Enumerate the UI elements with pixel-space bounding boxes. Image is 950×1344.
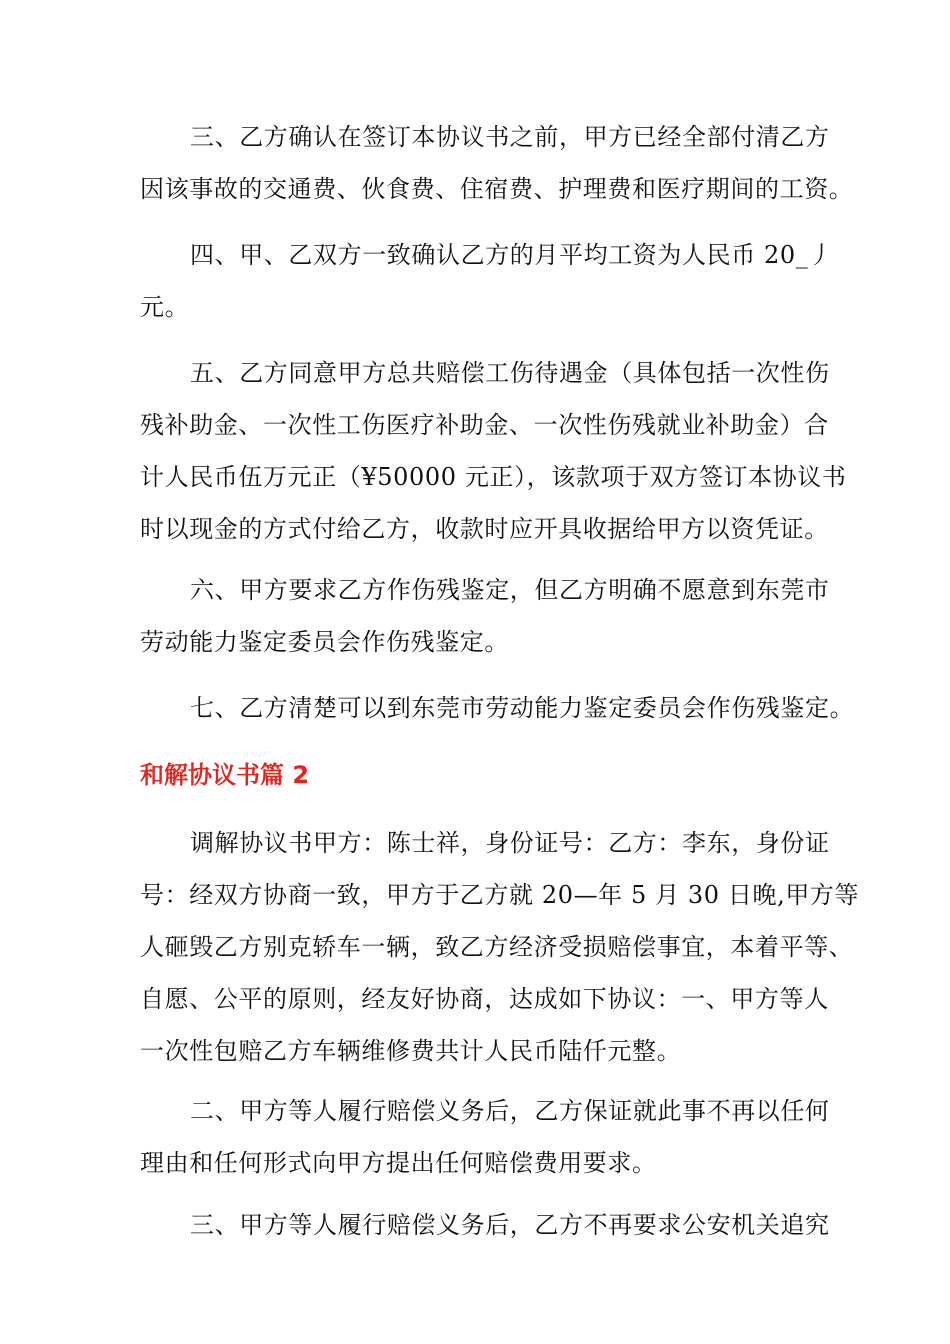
paragraph-5-line-1: 五、乙方同意甲方总共赔偿工伤待遇金（具体包括一次性伤 — [190, 359, 830, 387]
paragraph-3-line-2: 因该事故的交通费、伙食费、住宿费、护理费和医疗期间的工资。 — [140, 175, 854, 203]
section2-paragraph-1-line-1: 调解协议书甲方：陈士祥，身份证号：乙方：李东，身份证 — [190, 829, 830, 857]
paragraph-4-line-1: 四、甲、乙双方一致确认乙方的月平均工资为人民币 20_丿 — [190, 241, 833, 269]
paragraph-5-line-4: 时以现金的方式付给乙方，收款时应开具收据给甲方以资凭证。 — [140, 515, 829, 543]
section2-paragraph-2-line-1: 二、甲方等人履行赔偿义务后，乙方保证就此事不再以任何 — [190, 1097, 830, 1125]
paragraph-6-line-2: 劳动能力鉴定委员会作伤残鉴定。 — [140, 628, 509, 656]
section2-paragraph-3-line-1: 三、甲方等人履行赔偿义务后，乙方不再要求公安机关追究 — [190, 1211, 830, 1239]
paragraph-4-line-2: 元。 — [140, 293, 190, 321]
paragraph-3-line-1: 三、乙方确认在签订本协议书之前，甲方已经全部付清乙方 — [190, 123, 830, 151]
section2-paragraph-1-line-2: 号：经双方协商一致，甲方于乙方就 20—年 5 月 30 日晚,甲方等 — [140, 881, 860, 909]
paragraph-6-line-1: 六、甲方要求乙方作伤残鉴定，但乙方明确不愿意到东莞市 — [190, 576, 830, 604]
section2-paragraph-2-line-2: 理由和任何形式向甲方提出任何赔偿费用要求。 — [140, 1149, 657, 1177]
paragraph-5-line-2: 残补助金、一次性工伤医疗补助金、一次性伤残就业补助金）合 — [140, 411, 829, 439]
section2-paragraph-1-line-4: 自愿、公平的原则，经友好协商，达成如下协议：一、甲方等人 — [140, 985, 829, 1013]
section2-paragraph-1-line-3: 人砸毁乙方别克轿车一辆，致乙方经济受损赔偿事宜，本着平等、 — [140, 933, 854, 961]
section2-paragraph-1-line-5: 一次性包赔乙方车辆维修费共计人民币陆仟元整。 — [140, 1037, 682, 1065]
paragraph-5-line-3: 计人民币伍万元正（¥50000 元正），该款项于双方签订本协议书 — [140, 463, 847, 491]
section-title: 和解协议书篇 2 — [140, 761, 310, 789]
paragraph-7-line-1: 七、乙方清楚可以到东莞市劳动能力鉴定委员会作伤残鉴定。 — [190, 694, 855, 722]
